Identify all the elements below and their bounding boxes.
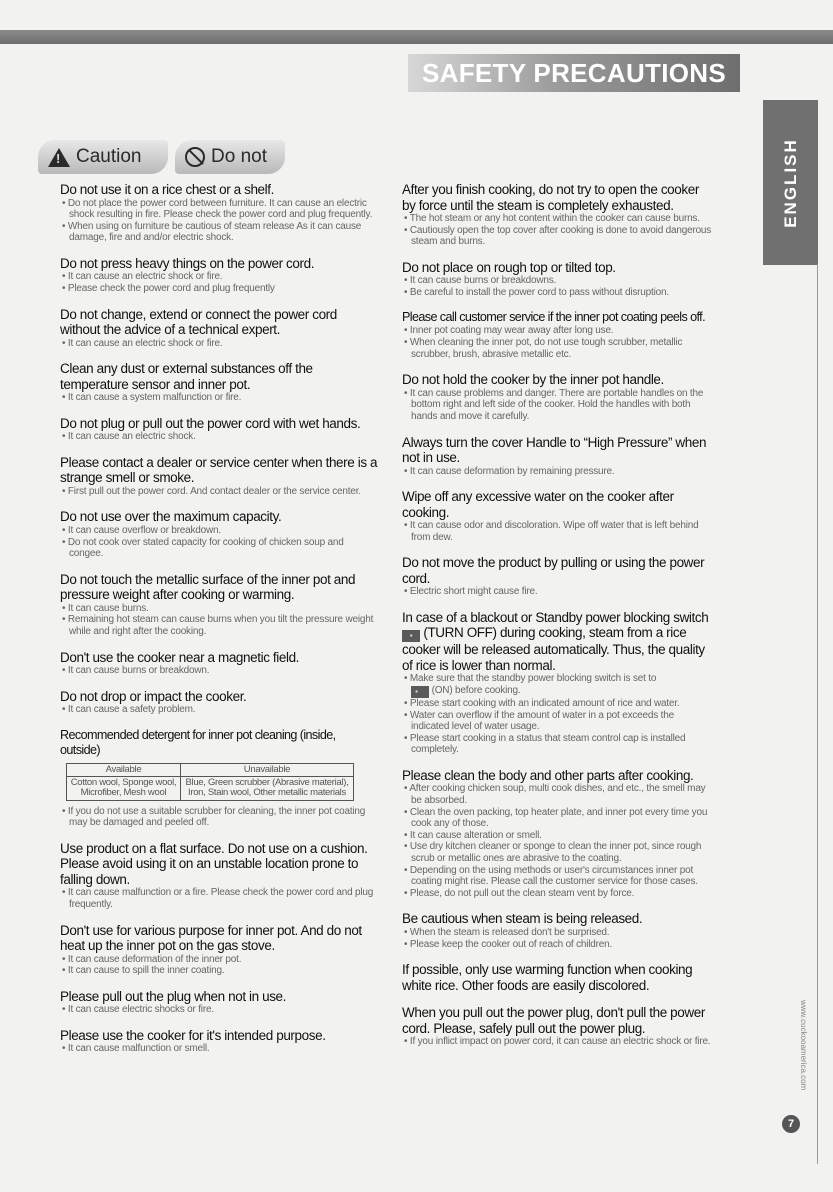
precaution-section xyxy=(60,650,378,677)
precaution-bullet: • Please check the power cord and plug frequently xyxy=(60,283,378,295)
precaution-bullet: • After cooking chicken soup, multi cook dishes, and etc., the smell may be absorbed. xyxy=(402,783,714,806)
precaution-heading: Please clean the body and other parts after cooking. xyxy=(402,767,694,783)
detergent-table xyxy=(66,763,354,801)
precaution-heading: If possible, only use warming function when cooking white rice. Other foods are easily discolored. xyxy=(402,962,693,993)
precaution-heading: Don't use the cooker near a magnetic field. xyxy=(60,649,300,665)
power-switch-off-icon: ▪ xyxy=(402,630,420,642)
blackout-bullet: • Please start cooking with an indicated amount of rice and water. xyxy=(402,698,714,710)
power-switch-on-icon: ▪ xyxy=(411,686,429,698)
precaution-bullet: • Cautiously open the top cover after cooking is done to avoid dangerous steam and burns. xyxy=(402,225,714,248)
precaution-heading: Do not touch the metallic surface of the inner pot and pressure weight after cooking or warming. xyxy=(60,571,356,603)
precaution-section xyxy=(402,182,714,248)
precaution-section xyxy=(402,372,714,422)
precaution-section xyxy=(60,416,378,443)
precaution-heading: Do not drop or impact the cooker. xyxy=(60,688,247,704)
precaution-heading: Please use the cooker for it's intended purpose. xyxy=(60,1027,326,1043)
precaution-section xyxy=(402,435,714,478)
precaution-section xyxy=(60,256,378,295)
precaution-bullet: • Clean the oven packing, top heater plate, and inner pot every time you cook any of those. xyxy=(402,807,714,830)
precaution-bullet: • When using on furniture be cautious of steam release As it can cause damage, fire and and/or electric shock. xyxy=(60,221,378,244)
precaution-section xyxy=(402,1005,714,1048)
precaution-section xyxy=(402,310,714,360)
precaution-bullet: • It can cause a safety problem. xyxy=(60,704,378,716)
precaution-heading: Do not move the product by pulling or using the power cord. xyxy=(402,555,705,586)
precaution-heading: Don't use for various purpose for inner pot. And do not heat up the inner pot on the gas stove. xyxy=(60,922,362,954)
detergent-unavailable: Blue, Green scrubber (Abrasive material), Iron, Stain wool, Other metallic materials xyxy=(180,776,353,800)
precaution-bullet: • Do not place the power cord between furniture. It can cause an electric shock resulting in fire. Please check the power cord and plug frequently. xyxy=(60,198,378,221)
blackout-bullet-post: (ON) before cooking. xyxy=(431,685,521,696)
precaution-section xyxy=(402,962,714,993)
caution-badge xyxy=(38,140,168,174)
precaution-heading: Do not plug or pull out the power cord with wet hands. xyxy=(60,415,361,431)
blackout-heading xyxy=(402,610,714,674)
side-url: www.cuckooamerica.com xyxy=(799,1000,808,1091)
blackout-section xyxy=(402,610,714,756)
precaution-heading: Please contact a dealer or service center when there is a strange smell or smoke. xyxy=(60,454,378,486)
precaution-bullet: • It can cause burns or breakdown. xyxy=(60,665,378,677)
precaution-heading: Do not use over the maximum capacity. xyxy=(60,509,282,525)
detergent-note: • If you do not use a suitable scrubber for cleaning, the inner pot coating may be damaged and peeled off. xyxy=(60,806,378,829)
precaution-bullet: • It can cause burns or breakdowns. xyxy=(402,275,714,287)
detergent-col-unavailable: Unavailable xyxy=(180,763,353,776)
detergent-col-available: Available xyxy=(67,763,181,776)
precaution-heading: When you pull out the power plug, don't pull the power cord. Please, safely pull out the power plug. xyxy=(402,1005,705,1036)
precaution-heading: Do not press heavy things on the power cord. xyxy=(60,255,315,271)
warning-triangle-icon xyxy=(48,148,70,167)
precaution-bullet: • It can cause burns. xyxy=(60,603,378,615)
precaution-bullet: • It can cause a system malfunction or fire. xyxy=(60,392,378,404)
page-number: 7 xyxy=(782,1115,800,1133)
precaution-bullet: • It can cause malfunction or smell. xyxy=(60,1043,378,1055)
precaution-bullet: • It can cause electric shocks or fire. xyxy=(60,1004,378,1016)
precaution-section xyxy=(60,572,378,638)
precaution-heading: Do not change, extend or connect the power cord without the advice of a technical expert. xyxy=(60,306,337,338)
blackout-bullet: • Please start cooking in a status that steam control cap is installed completely. xyxy=(402,733,714,756)
do-not-label: Do not xyxy=(211,146,267,167)
precaution-bullet: • The hot steam or any hot content within the cooker can cause burns. xyxy=(402,213,714,225)
top-bar xyxy=(0,30,833,44)
precaution-bullet: • Depending on the using methods or user's circumstances inner pot coating might rise. Please call the customer service for those cases. xyxy=(402,865,714,888)
precaution-bullet: • Inner pot coating may wear away after long use. xyxy=(402,325,714,337)
blackout-bullet: • Water can overflow if the amount of water in a pot exceeds the indicated level of water usage. xyxy=(402,710,714,733)
precaution-bullet: • First pull out the power cord. And contact dealer or the service center. xyxy=(60,486,378,498)
precaution-heading: Please pull out the plug when not in use. xyxy=(60,988,287,1004)
precaution-section xyxy=(402,911,714,950)
left-column xyxy=(60,182,378,1067)
precaution-section xyxy=(60,182,378,244)
precaution-bullet: • It can cause an electric shock or fire. xyxy=(60,271,378,283)
detergent-heading: Recommended detergent for inner pot cleaning (inside, outside) xyxy=(60,727,336,757)
precaution-bullet: • When cleaning the inner pot, do not use tough scrubber, metallic scrubber, brush, abrasive metallic etc. xyxy=(402,337,714,360)
blackout-heading-pre: In case of a blackout or Standby power blocking switch xyxy=(402,609,709,625)
precaution-bullet: • If you inflict impact on power cord, it can cause an electric shock or fire. xyxy=(402,1036,714,1048)
precaution-bullet: • It can cause odor and discoloration. Wipe off water that is left behind from dew. xyxy=(402,520,714,543)
precaution-section xyxy=(60,455,378,498)
precaution-bullet: • It can cause to spill the inner coating. xyxy=(60,965,378,977)
precaution-heading: After you finish cooking, do not try to open the cooker by force until the steam is completely exhausted. xyxy=(402,182,699,213)
precaution-heading: Please call customer service if the inner pot coating peels off. xyxy=(402,310,705,325)
blackout-heading-post: (TURN OFF) during cooking, steam from a rice cooker will be released automatically. Thus, the quality of rice is lower than normal. xyxy=(402,625,705,673)
precaution-bullet: • Do not cook over stated capacity for cooking of chicken soup and congee. xyxy=(60,537,378,560)
precaution-bullet: • It can cause overflow or breakdown. xyxy=(60,525,378,537)
precaution-section xyxy=(60,307,378,350)
precaution-section xyxy=(60,923,378,977)
detergent-section xyxy=(60,728,378,829)
caution-label: Caution xyxy=(76,146,142,167)
precaution-section xyxy=(402,555,714,598)
precaution-heading: Clean any dust or external substances off the temperature sensor and inner pot. xyxy=(60,361,313,392)
precaution-bullet: • Please, do not pull out the clean steam vent by force. xyxy=(402,888,714,900)
precaution-heading: Do not hold the cooker by the inner pot handle. xyxy=(402,372,664,388)
precaution-bullet: • Use dry kitchen cleaner or sponge to clean the inner pot, since rough scrub or metallic ones are abrasive to the coating. xyxy=(402,841,714,864)
prohibited-icon xyxy=(185,147,205,167)
precaution-section xyxy=(60,689,378,716)
precaution-section xyxy=(402,260,714,299)
precaution-heading: Use product on a flat surface. Do not use on a cushion. Please avoid using it on an unstable location prone to falling down. xyxy=(60,840,368,887)
detergent-available: Cotton wool, Sponge wool, Microfiber, Mesh wool xyxy=(67,776,181,800)
precaution-heading: Be cautious when steam is being released. xyxy=(402,911,643,927)
page-divider xyxy=(817,264,818,1164)
precaution-heading: Do not place on rough top or tilted top. xyxy=(402,259,616,275)
language-label: ENGLISH xyxy=(780,137,800,228)
precaution-bullet: • It can cause an electric shock or fire. xyxy=(60,338,378,350)
precaution-bullet: • It can cause an electric shock. xyxy=(60,431,378,443)
precaution-bullet: • When the steam is released don't be surprised. xyxy=(402,927,714,939)
precaution-heading: Always turn the cover Handle to “High Pressure” when not in use. xyxy=(402,434,707,466)
precaution-section xyxy=(60,1028,378,1055)
precaution-bullet: • Electric short might cause fire. xyxy=(402,586,714,598)
precaution-bullet: • Please keep the cooker out of reach of children. xyxy=(402,939,714,951)
precaution-bullet: • Be careful to install the power cord to pass without disruption. xyxy=(402,287,714,299)
right-column xyxy=(402,182,714,1060)
precaution-bullet: • Remaining hot steam can cause burns when you tilt the pressure weight while and right after the cooking. xyxy=(60,614,378,637)
precaution-section xyxy=(402,768,714,899)
precaution-heading: Wipe off any excessive water on the cooker after cooking. xyxy=(402,489,674,520)
page-title: SAFETY PRECAUTIONS xyxy=(408,54,740,92)
do-not-badge xyxy=(175,140,285,174)
precaution-bullet: • It can cause malfunction or a fire. Please check the power cord and plug frequently. xyxy=(60,887,378,910)
precaution-bullet: • It can cause problems and danger. There are portable handles on the bottom right and left side of the cooker. Hold the handles with both hands and move it carefully. xyxy=(402,388,714,423)
precaution-bullet: • It can cause deformation of the inner pot. xyxy=(60,954,378,966)
precaution-section xyxy=(60,361,378,404)
blackout-bullet-pre: Make sure that the standby power blocking switch is set to xyxy=(409,673,657,685)
blackout-bullet xyxy=(402,673,714,698)
precaution-heading: Do not use it on a rice chest or a shelf. xyxy=(60,182,274,197)
language-tab xyxy=(763,100,818,265)
precaution-section xyxy=(60,989,378,1016)
precaution-bullet: • It can cause deformation by remaining pressure. xyxy=(402,466,714,478)
precaution-section xyxy=(402,489,714,543)
precaution-section xyxy=(60,509,378,559)
precaution-section xyxy=(60,841,378,911)
precaution-bullet: • It can cause alteration or smell. xyxy=(402,830,714,842)
